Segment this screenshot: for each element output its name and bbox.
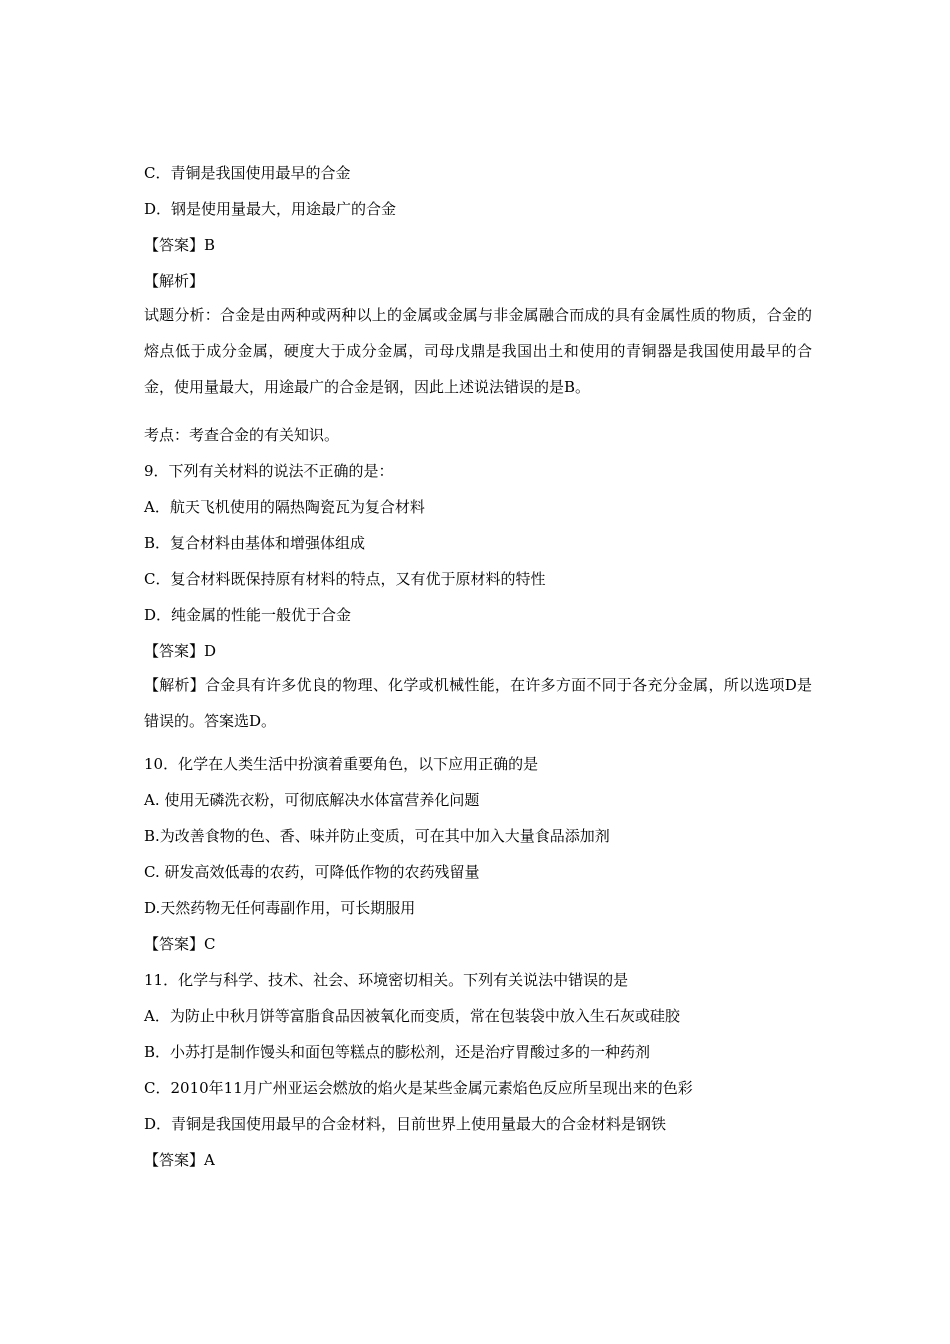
q10-option-d: D.天然药物无任何毒副作用，可长期服用 xyxy=(144,899,416,917)
q9-option-d: D．纯金属的性能一般优于合金 xyxy=(144,606,352,624)
q9-option-a: A．航天飞机使用的隔热陶瓷瓦为复合材料 xyxy=(144,498,425,516)
q11-option-d: D．青铜是我国使用最早的合金材料，目前世界上使用量最大的合金材料是钢铁 xyxy=(144,1115,667,1133)
q8-knowledge-point: 考点：考查合金的有关知识。 xyxy=(144,426,340,444)
q10-stem: 10．化学在人类生活中扮演着重要角色，以下应用正确的是 xyxy=(144,755,539,773)
q9-stem: 9．下列有关材料的说法不正确的是： xyxy=(144,462,394,480)
q8-answer: 【答案】B xyxy=(144,236,216,254)
q11-stem: 11．化学与科学、技术、社会、环境密切相关。下列有关说法中错误的是 xyxy=(144,971,629,989)
q8-option-c: C．青铜是我国使用最早的合金 xyxy=(144,164,351,182)
q9-option-b: B．复合材料由基体和增强体组成 xyxy=(144,534,366,552)
q10-answer: 【答案】C xyxy=(144,935,216,953)
q11-answer: 【答案】A xyxy=(144,1151,215,1169)
q8-option-d: D．钢是使用量最大，用途最广的合金 xyxy=(144,200,397,218)
q9-option-c: C．复合材料既保持原有材料的特点，又有优于原材料的特性 xyxy=(144,570,546,588)
q11-option-c: C．2010年11月广州亚运会燃放的焰火是某些金属元素焰色反应所呈现出来的色彩 xyxy=(144,1079,693,1097)
q10-option-a: A. 使用无磷洗衣粉，可彻底解决水体富营养化问题 xyxy=(144,791,480,809)
q9-answer: 【答案】D xyxy=(144,642,217,660)
q11-option-b: B．小苏打是制作馒头和面包等糕点的膨松剂，还是治疗胃酸过多的一种药剂 xyxy=(144,1043,651,1061)
q10-option-b: B.为改善食物的色、香、味并防止变质，可在其中加入大量食品添加剂 xyxy=(144,827,610,845)
q8-analysis-heading: 【解析】 xyxy=(144,272,205,290)
q9-analysis: 【解析】合金具有许多优良的物理、化学或机械性能，在许多方面不同于各充分金属，所以选项D是错误的。答案选D。 xyxy=(144,676,812,730)
q11-option-a: A．为防止中秋月饼等富脂食品因被氧化而变质，常在包装袋中放入生石灰或硅胶 xyxy=(144,1007,680,1025)
q10-option-c: C. 研发高效低毒的农药，可降低作物的农药残留量 xyxy=(144,863,480,881)
q8-analysis-text: 试题分析：合金是由两种或两种以上的金属或金属与非金属融合而成的具有金属性质的物质，合金的熔点低于成分金属，硬度大于成分金属，司母戊鼎是我国出土和使用的青铜器是我国使用最早的合金，使用量最大，用途最广的合金是钢，因此上述说法错误的是B。 xyxy=(144,306,812,396)
